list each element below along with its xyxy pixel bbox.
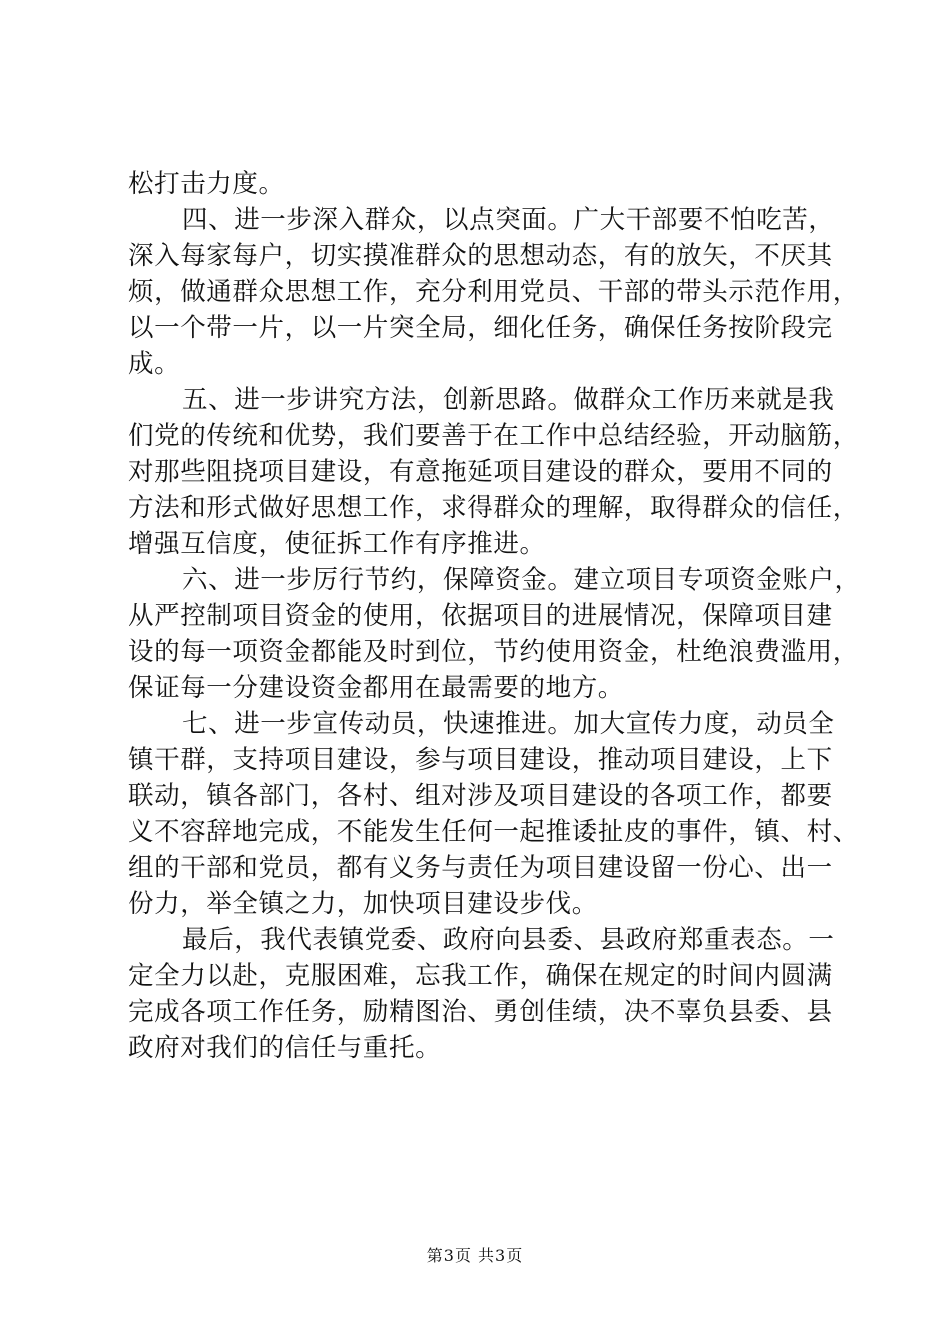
paragraph-first-line: 最后，我代表镇党委、政府向县委、县政府郑重表态。一 (182, 925, 835, 955)
text-line: 以一个带一片，以一片突全局，细化任务，确保任务按阶段完 (128, 313, 833, 343)
text-line: 镇干群，支持项目建设，参与项目建设，推动项目建设，上下 (128, 745, 833, 775)
paragraph-first-line: 四、进一步深入群众，以点突面。广大干部要不怕吃苦， (182, 205, 835, 235)
text-line: 联动，镇各部门，各村、组对涉及项目建设的各项工作，都要 (128, 781, 833, 811)
text-line: 成。 (128, 349, 181, 379)
text-line: 们党的传统和优势，我们要善于在工作中总结经验，开动脑筋， (128, 421, 859, 451)
text-line: 义不容辞地完成，不能发生任何一起推诿扯皮的事件，镇、村、 (128, 817, 859, 847)
text-line: 组的干部和党员，都有义务与责任为项目建设留一份心、出一 (128, 853, 833, 883)
text-line: 松打击力度。 (128, 169, 285, 199)
text-line: 方法和形式做好思想工作，求得群众的理解，取得群众的信任， (128, 493, 859, 523)
document-body (128, 166, 861, 1066)
text-line: 从严控制项目资金的使用，依据项目的进展情况，保障项目建 (128, 601, 833, 631)
text-line: 深入每家每户，切实摸准群众的思想动态，有的放矢，不厌其 (128, 241, 833, 271)
text-line: 对那些阻挠项目建设，有意拖延项目建设的群众，要用不同的 (128, 457, 833, 487)
page-footer: 第3页 共3页 (426, 1246, 524, 1265)
paragraph-first-line: 五、进一步讲究方法，创新思路。做群众工作历来就是我 (182, 385, 835, 415)
paragraph-first-line: 六、进一步厉行节约，保障资金。建立项目专项资金账户， (182, 565, 861, 595)
text-line: 份力，举全镇之力，加快项目建设步伐。 (128, 889, 598, 919)
text-line: 保证每一分建设资金都用在最需要的地方。 (128, 673, 624, 703)
text-line: 完成各项工作任务，励精图治、勇创佳绩，决不辜负县委、县 (128, 997, 833, 1027)
text-line: 增强互信度，使征拆工作有序推进。 (128, 529, 546, 559)
text-line: 政府对我们的信任与重托。 (128, 1033, 442, 1063)
paragraph-first-line: 七、进一步宣传动员，快速推进。加大宣传力度，动员全 (182, 709, 835, 739)
text-line: 烦，做通群众思想工作，充分利用党员、干部的带头示范作用， (128, 277, 859, 307)
text-line: 定全力以赴，克服困难，忘我工作，确保在规定的时间内圆满 (128, 961, 833, 991)
text-line: 设的每一项资金都能及时到位，节约使用资金，杜绝浪费滥用， (128, 637, 859, 667)
